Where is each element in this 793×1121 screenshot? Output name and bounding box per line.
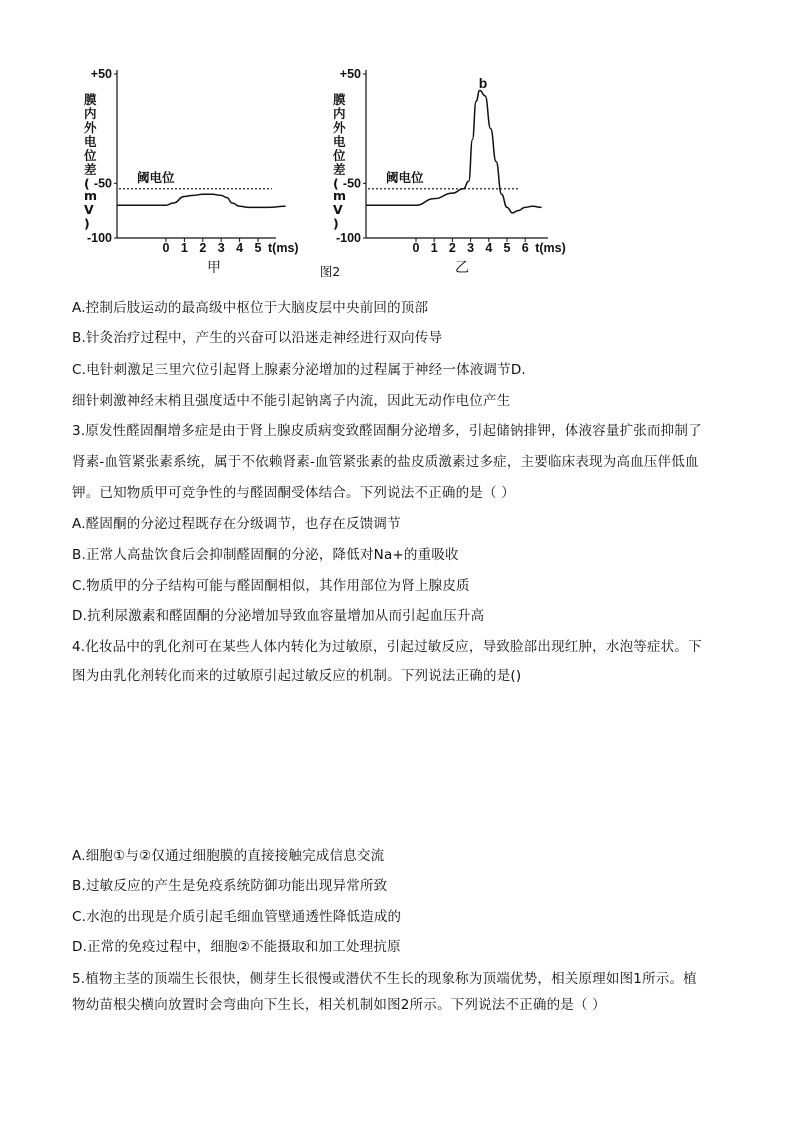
option-3d: D.抗利尿激素和醛固酮的分泌增加导致血容量增加从而引起血压升高 [72, 608, 485, 624]
graph-yi-xtick-label: 6 [521, 241, 529, 255]
graph-jia-xtick-label: 4 [236, 241, 244, 255]
graph-yi-ytick-label: +50 [339, 67, 361, 81]
figure-2-graphs [0, 0, 793, 290]
option-2c: C.电针刺激足三里穴位引起肾上腺素分泌增加的过程属于神经一体液调节D. [72, 362, 526, 378]
graph-jia-x-axis-label: t(ms) [268, 241, 299, 255]
graph-yi-ytick-label: -100 [335, 231, 361, 245]
graph-jia-ytick-label: -50 [93, 176, 112, 191]
graph-jia-potential-curve [117, 194, 286, 207]
option-2a: A.控制后肢运动的最高级中枢位于大脑皮层中央前回的顶部 [72, 300, 429, 316]
graph-jia-xtick-label: 3 [217, 241, 225, 255]
graph-yi-threshold-label: 阈电位 [386, 170, 424, 185]
graph-jia-xtick-label: 1 [180, 241, 188, 255]
graph-yi-x-axis-label: t(ms) [535, 241, 566, 255]
question-3-stem-line-2: 肾素-血管紧张素系统，属于不依赖肾素-血管紧张素的盐皮质激素过多症，主要临床表现为高血压伴低血 [72, 454, 699, 470]
graph-jia-xtick-label: 2 [199, 241, 207, 255]
question-5-stem-line-2: 物幼苗根尖横向放置时会弯曲向下生长，相关机制如图2所示。下列说法不正确的是（ ） [72, 997, 606, 1013]
option-3c: C.物质甲的分子结构可能与醛固酮相似，其作用部位为肾上腺皮质 [72, 578, 470, 594]
graph-yi-xtick-label: 1 [430, 241, 438, 255]
graph-jia-y-axis-label: 膜内外电位差( m V ) [84, 92, 98, 231]
graph-yi-xtick-label: 5 [503, 241, 511, 255]
graph-yi-xtick-label: 2 [448, 241, 456, 255]
graph-yi-xtick-label: 0 [412, 241, 420, 255]
option-4c: C.水泡的出现是介质引起毛细血管壁通透性降低造成的 [72, 909, 402, 925]
graph-yi-potential-curve [366, 90, 542, 212]
graph-jia-ytick-label: -100 [86, 231, 112, 245]
option-2b: B.针灸治疗过程中，产生的兴奋可以沿迷走神经进行双向传导 [72, 330, 443, 346]
graph-jia-xtick-label: 5 [254, 241, 262, 255]
graph-jia-panel-label: 甲 [207, 259, 221, 275]
figure-2 [0, 0, 793, 290]
option-2d: 细针刺激神经末梢且强度适中不能引起钠离子内流，因此无动作电位产生 [72, 393, 511, 409]
question-3-stem-line-3: 钾。已知物质甲可竞争性的与醛固酮受体结合。下列说法不正确的是（ ） [72, 485, 515, 501]
graph-yi-panel-label: 乙 [455, 259, 469, 275]
graph-jia-ytick-label: +50 [90, 67, 112, 81]
graph-yi-ytick-label: -50 [342, 176, 361, 191]
option-4b: B.过敏反应的产生是免疫系统防御功能出现异常所致 [72, 878, 388, 894]
graph-yi-xtick-label: 3 [467, 241, 475, 255]
graph-yi-xtick-label: 4 [485, 241, 493, 255]
graph-yi-peak-label: b [478, 75, 488, 91]
option-3b: B.正常人高盐饮食后会抑制醛固酮的分泌，降低对Na+的重吸收 [72, 547, 459, 563]
graph-jia-threshold-label: 阈电位 [137, 170, 175, 185]
question-4-stem-line-1: 4.化妆品中的乳化剂可在某些人体内转化为过敏原，引起过敏反应，导致脸部出现红肿，水泡等症状。下 [72, 639, 702, 655]
question-4-stem-line-2: 图为由乳化剂转化而来的过敏原引起过敏反应的机制。下列说法正确的是() [72, 668, 522, 684]
figure-caption: 图2 [319, 264, 341, 279]
option-4d: D.正常的免疫过程中，细胞②不能摄取和加工处理抗原 [72, 939, 401, 955]
question-3-stem-line-1: 3.原发性醛固酮增多症是由于肾上腺皮质病变致醛固酮分泌增多，引起储钠排钾，体液容量扩张而抑制了 [72, 423, 702, 439]
graph-jia-xtick-label: 0 [162, 241, 170, 255]
option-3a: A.醛固酮的分泌过程既存在分级调节，也存在反馈调节 [72, 516, 401, 532]
question-5-stem-line-1: 5.植物主茎的顶端生长很快，侧芽生长很慢或潜伏不生长的现象称为顶端优势，相关原理如图1所示。植 [72, 971, 697, 987]
option-4a: A.细胞①与②仅通过细胞膜的直接接触完成信息交流 [72, 848, 385, 864]
graph-yi-y-axis-label: 膜内外电位差( m V ) [333, 92, 347, 231]
